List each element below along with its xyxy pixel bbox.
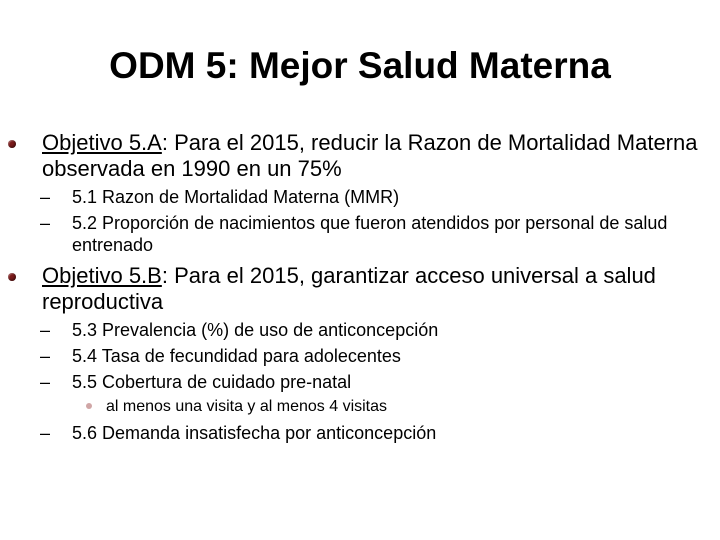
indicator-5-5 bbox=[40, 371, 702, 393]
indicator-text: 5.3 Prevalencia (%) de uso de anticoncepción bbox=[72, 320, 439, 340]
indicator-5-2 bbox=[40, 212, 702, 256]
dash-icon: – bbox=[40, 320, 51, 340]
objective-5b bbox=[42, 263, 702, 315]
detail-text: al menos una visita y al menos 4 visitas bbox=[106, 398, 388, 415]
dash-icon: – bbox=[40, 187, 51, 207]
bullet-icon bbox=[8, 273, 16, 281]
dash-icon: – bbox=[40, 423, 51, 443]
bullet-icon bbox=[8, 140, 16, 148]
indicator-5-6 bbox=[40, 422, 702, 444]
indicator-text: 5.5 Cobertura de cuidado pre-natal bbox=[72, 372, 352, 392]
indicator-text: 5.6 Demanda insatisfecha por anticoncepción bbox=[72, 423, 437, 443]
slide-title: ODM 5: Mejor Salud Materna bbox=[109, 45, 611, 86]
objective-5b-link[interactable]: Objetivo 5.B bbox=[42, 263, 162, 288]
objective-5a-text: : Para el 2015, reducir la Razon de Mortalidad Materna observada en 1990 en un 75% bbox=[42, 130, 698, 181]
indicator-5-3 bbox=[40, 319, 702, 341]
indicator-5-1 bbox=[40, 186, 702, 208]
dash-icon: – bbox=[40, 346, 51, 366]
indicator-text: 5.4 Tasa de fecundidad para adolecentes bbox=[72, 346, 401, 366]
objective-5a-link[interactable]: Objetivo 5.A bbox=[42, 130, 162, 155]
small-bullet-icon bbox=[86, 403, 92, 409]
indicator-text: 5.2 Proporción de nacimientos que fueron atendidos por personal de salud entrenado bbox=[72, 213, 668, 255]
indicator-5-5-detail bbox=[106, 397, 387, 417]
objective-5a bbox=[42, 130, 702, 182]
dash-icon: – bbox=[40, 213, 51, 233]
objective-5b-text: : Para el 2015, garantizar acceso universal a salud reproductiva bbox=[42, 263, 656, 314]
indicator-text: 5.1 Razon de Mortalidad Materna (MMR) bbox=[72, 187, 400, 207]
indicator-5-4 bbox=[40, 345, 702, 367]
dash-icon: – bbox=[40, 372, 51, 392]
